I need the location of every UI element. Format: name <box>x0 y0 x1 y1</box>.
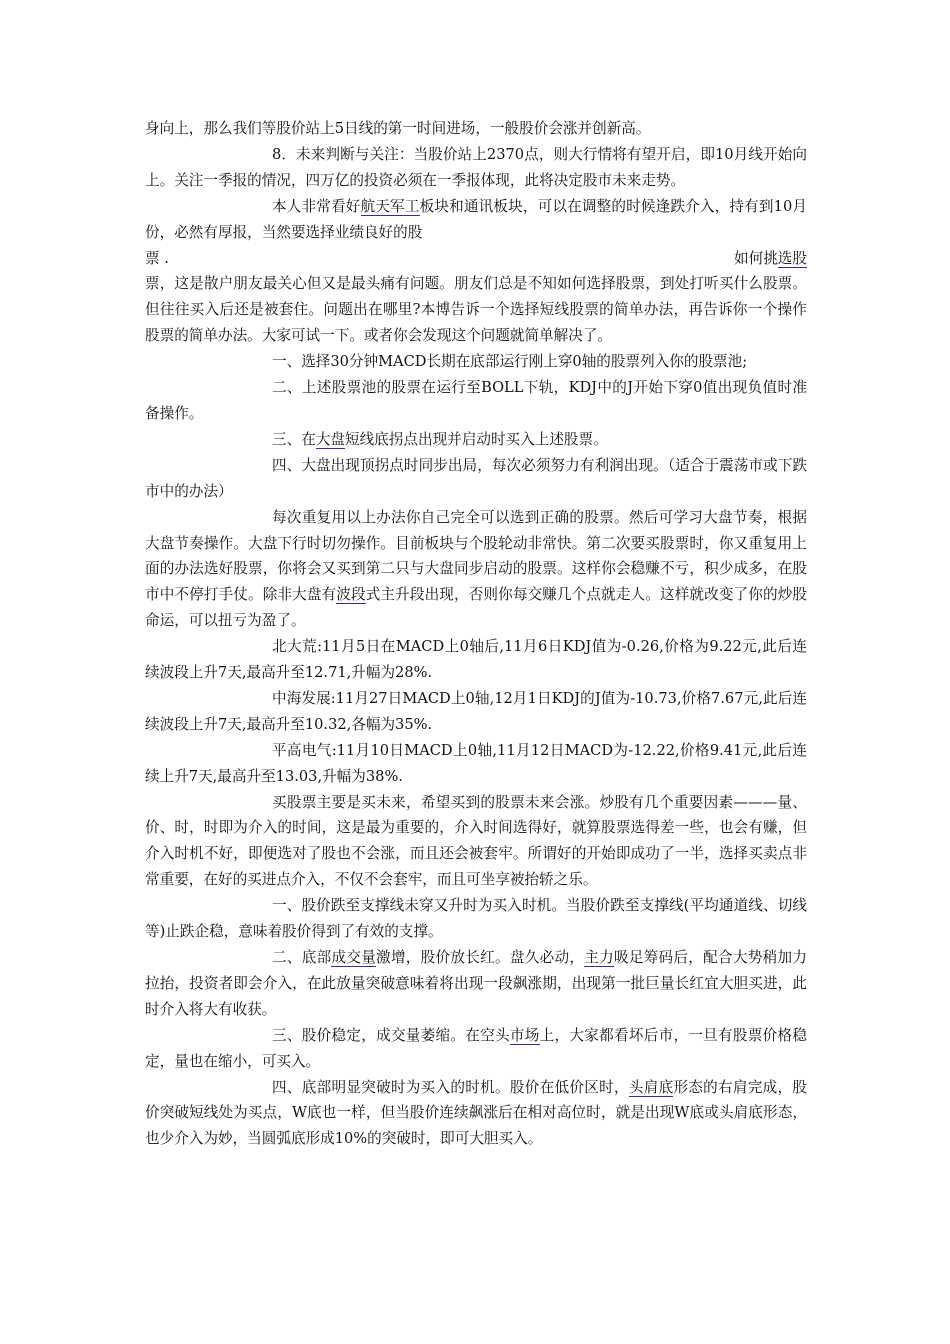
document-page <box>145 116 807 1152</box>
text: 式主升段出现，否则你每交赚几个点就走人。这样就改变了你的炒股命运，可以扭亏为盈了。 <box>145 586 807 630</box>
text: 二、底部 <box>272 949 332 966</box>
link-wave-band[interactable]: 波段 <box>336 586 366 604</box>
link-trading-volume[interactable]: 成交量 <box>331 949 377 966</box>
text: 短线底拐点出现并启动时买入上述股票。 <box>345 430 608 448</box>
text: 三、股价稳定，成交量萎缩。在空头 <box>272 1026 510 1044</box>
text: 形态的右肩完成，股价突破短线处为买点，W底也一样，但当股价连续飙涨后在相对高位时，就是出现W底或头肩底形态，也少介入为妙，当圆弧底形成10%的突破时，即可大胆买入。 <box>145 1078 807 1148</box>
text: 如何挑 <box>734 249 778 267</box>
paragraph-7 <box>145 505 807 635</box>
paragraph-11 <box>145 790 807 894</box>
link-head-shoulders-bottom[interactable]: 头肩底 <box>628 1078 674 1096</box>
text: 身向上，那么我们等股价站上5日线的第一时间进场，一般股价会涨并创新高。 <box>145 120 651 137</box>
link-main-force[interactable]: 主力 <box>584 949 614 966</box>
text: 上，大家都看坏后市，一旦有股票价格稳定，量也在缩小，可买入。 <box>145 1026 807 1070</box>
text: 中海发展:11月27日MACD上0轴,12月1日KDJ的J值为-10.73,价格7.67元,此后连续波段上升7天,最高升至10.32,各幅为35%. <box>145 689 807 733</box>
link-market-index[interactable]: 大盘 <box>315 430 345 448</box>
paragraph-2-continued <box>145 271 807 349</box>
text: 买股票主要是买未来，希望买到的股票未来会涨。炒股有几个重要因素———量、价、时，时即为介入的时间，这是最为重要的，介入时间选得好，就算股票选得差一些，也会有赚，但介入时机不好，即便选对了股也不会涨，而且还会被套牢。所谓好的开始即成功了一半，选择买卖点非常重要，在好的买进点介入，不仅不会套牢，而且可坐享被抬轿之乐。 <box>145 793 807 889</box>
text: 四、底部明显突破时为买入的时机。股价在低价区时， <box>272 1078 629 1096</box>
text: 票，这是散户朋友最关心但又是最头痛有问题。朋友们总是不知如何选择股票，到处打听买什么股票。但往往买入后还是被套住。问题出在哪里?本博告诉一个选择短线股票的简单办法，再告诉你一个操作股票的简单办法。大家可试一下。或者你会发现这个问题就简单解决了。 <box>145 275 807 345</box>
text-right <box>734 246 807 272</box>
text: 北大荒:11月5日在MACD上0轴后,11月6日KDJ值为-0.26,价格为9.22元,此后连续波段上升7天,最高升至12.71,升幅为28%. <box>145 638 807 682</box>
text: 每次重复用以上办法你自己完全可以选到正确的股票。然后可学习大盘节奏，根据大盘节奏操作。大盘下行时切勿操作。目前板块与个股轮动非常快。第二次要买股票时，你又重复用上面的办法选好股票，你将会又买到第二只与大盘同步启动的股票。这样你会稳赚不亏，积少成多，在股市中不停打手仗。除非大盘有 <box>145 508 807 604</box>
paragraph-6 <box>145 453 807 505</box>
text: 吸足筹码后，配合大势稍加力拉抬，投资者即会介入，在此放量突破意味着将出现一段飙涨期，出现第一批巨量长红宜大胆买进，此时介入将大有收获。 <box>145 949 807 1018</box>
paragraph-9 <box>145 686 807 738</box>
paragraph-8 <box>145 634 807 686</box>
paragraph-12 <box>145 893 807 945</box>
text: 一、股价跌至支撑线未穿又升时为买入时机。当股价跌至支撑线(平均通道线、切线等)止跌企稳，意味着股价得到了有效的支撑。 <box>145 897 807 941</box>
paragraph-3 <box>145 349 807 375</box>
paragraph-14 <box>145 1023 807 1075</box>
text: 本人非常看好 <box>272 197 361 215</box>
text: 板块和通讯板块，可以在调整的时候逢跌介入，持有到10月份，必然有厚报，当然要选择业绩良好的股 <box>145 197 807 241</box>
link-aerospace-military[interactable]: 航天军工 <box>360 197 420 215</box>
text: 四、大盘出现顶拐点时同步出局，每次必须努力有利润出现。（适合于震荡市或下跌市中的办法） <box>145 456 807 500</box>
paragraph-15 <box>145 1075 807 1153</box>
paragraph-5 <box>145 427 807 453</box>
text: 票 . <box>145 249 169 267</box>
paragraph-0 <box>145 116 807 142</box>
text: 三、在 <box>272 430 316 448</box>
paragraph-10 <box>145 738 807 790</box>
text: 平高电气:11月10日MACD上0轴,11月12日MACD为-12.22,价格9.41元,此后连续上升7天,最高升至13.03,升幅为38%. <box>145 741 807 785</box>
text: 二、上述股票池的股票在运行至BOLL下轨，KDJ中的J开始下穿0值出现负值时准备操作。 <box>145 379 807 422</box>
paragraph-2-split-line <box>145 246 807 272</box>
paragraph-13 <box>145 945 807 1023</box>
link-stock-selection[interactable]: 选股 <box>777 249 807 267</box>
text: 激增，股价放长红。盘久必动， <box>376 949 585 966</box>
text: 一、选择30分钟MACD长期在底部运行刚上穿0轴的股票列入你的股票池; <box>272 353 748 371</box>
paragraph-2 <box>145 194 807 246</box>
text: 8．未来判断与关注：当股价站上2370点，则大行情将有望开启，即10月线开始向上。关注一季报的情况，四万亿的投资必须在一季报体现，此将决定股市未来走势。 <box>145 145 807 189</box>
link-market[interactable]: 市场 <box>509 1026 540 1044</box>
paragraph-4 <box>145 375 807 427</box>
paragraph-1 <box>145 142 807 194</box>
